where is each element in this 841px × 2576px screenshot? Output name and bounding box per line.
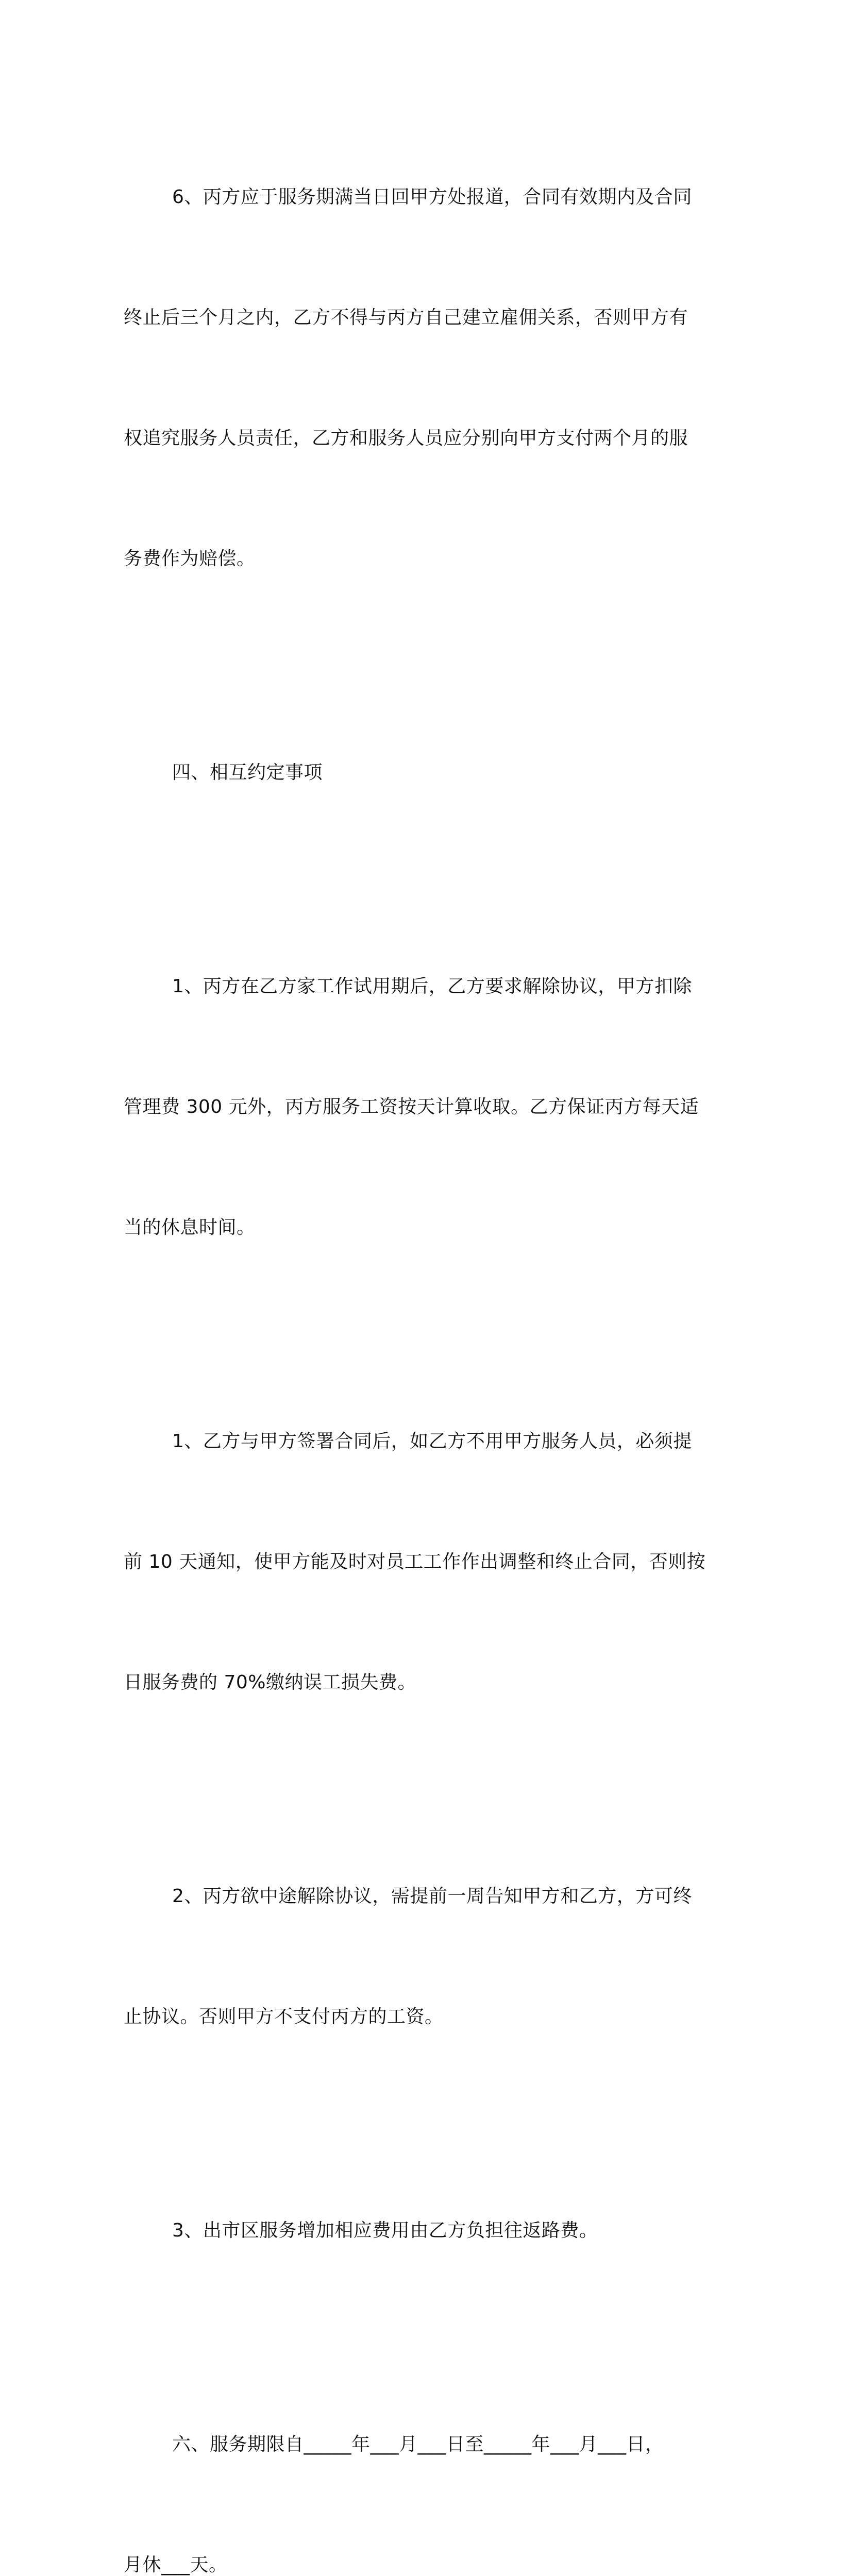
paragraph-line: 六、服务期限自_____年___月___日至_____年___月___日，: [172, 2434, 664, 2455]
paragraph-line: 权追究服务人员责任，乙方和服务人员应分别向甲方支付两个月的服: [124, 428, 688, 449]
paragraph-line: 止协议。否则甲方不支付丙方的工资。: [124, 2006, 444, 2027]
clause-1a-paragraph: [124, 886, 714, 1328]
paragraph-line: 日服务费的 70%缴纳误工损失费。: [124, 1672, 416, 1693]
clause-6-paragraph: [124, 97, 714, 659]
paragraph-line: 前 10 天通知，使甲方能及时对员工工作作出调整和终止合同，否则按: [124, 1551, 706, 1572]
document-body: [124, 97, 714, 2576]
paragraph-line: 3、出市区服务增加相应费用由乙方负担往返路费。: [172, 2220, 598, 2241]
paragraph-line: 月休___天。: [124, 2554, 228, 2575]
paragraph-line: 当的休息时间。: [124, 1217, 256, 1238]
clause-1b-paragraph: [124, 1341, 714, 1783]
paragraph-line: 1、乙方与甲方签署合同后，如乙方不用甲方服务人员，必须提: [172, 1431, 692, 1452]
section-heading-text: 四、相互约定事项: [172, 762, 323, 783]
paragraph-line: 1、丙方在乙方家工作试用期后，乙方要求解除协议，甲方扣除: [172, 976, 692, 997]
section-heading: [124, 672, 714, 873]
paragraph-line: 2、丙方欲中途解除协议，需提前一周告知甲方和乙方，方可终: [172, 1886, 692, 1907]
clause-2-paragraph: [124, 1796, 714, 2117]
paragraph-line: 管理费 300 元外，丙方服务工资按天计算收取。乙方保证丙方每天适: [124, 1096, 699, 1117]
paragraph-line: 6、丙方应于服务期满当日回甲方处报道，合同有效期内及合同: [172, 187, 692, 208]
paragraph-line: 务费作为赔偿。: [124, 548, 256, 569]
clause-3-paragraph: [124, 2130, 714, 2331]
paragraph-line: 终止后三个月之内，乙方不得与丙方自己建立雇佣关系，否则甲方有: [124, 307, 688, 328]
service-period-paragraph: [124, 2344, 714, 2576]
